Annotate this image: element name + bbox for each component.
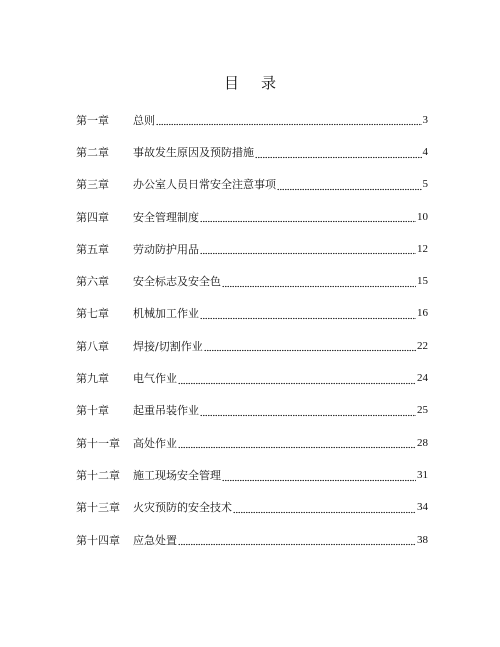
toc-page-number: 12: [417, 242, 428, 255]
toc-leader-dots: [255, 151, 422, 159]
toc-entry[interactable]: [76, 201, 428, 233]
toc-leader-dots: [200, 247, 416, 255]
toc-chapter-heading: 办公室人员日常安全注意事项: [133, 178, 276, 192]
toc-leader-dots: [200, 215, 416, 223]
toc-leader-dots: [233, 506, 416, 514]
toc-chapter-number: 第二章: [76, 145, 109, 159]
toc-chapter-number: 第三章: [76, 178, 109, 192]
toc-title-left: 目: [223, 74, 239, 92]
toc-entry[interactable]: [76, 427, 428, 459]
toc-leader-dots: [200, 312, 416, 320]
toc-title: [0, 72, 500, 93]
toc-chapter-number: 第八章: [76, 339, 109, 353]
toc-leader-dots: [178, 538, 416, 546]
toc-leader-dots: [178, 377, 416, 385]
toc-entry[interactable]: [76, 524, 428, 556]
toc-leader-dots: [222, 280, 416, 288]
toc-page-number: 4: [422, 145, 428, 158]
toc-entry[interactable]: [76, 265, 428, 297]
toc-chapter-heading: 总则: [133, 113, 155, 127]
toc-chapter-heading: 安全管理制度: [133, 210, 199, 224]
toc-leader-dots: [277, 183, 422, 191]
toc-page-number: 38: [417, 533, 428, 546]
toc-page-number: 3: [422, 113, 428, 126]
toc-chapter-heading: 安全标志及安全色: [133, 275, 221, 289]
toc-chapter-heading: 施工现场安全管理: [133, 468, 221, 482]
toc-chapter-heading: 机械加工作业: [133, 307, 199, 321]
toc-leader-dots: [178, 441, 416, 449]
toc-leader-dots: [204, 344, 416, 352]
toc-chapter-heading: 火灾预防的安全技术: [133, 501, 232, 515]
toc-chapter-number: 第十二章: [76, 468, 120, 482]
toc-page-number: 28: [417, 436, 428, 449]
toc-chapter-number: 第六章: [76, 275, 109, 289]
toc-leader-dots: [222, 474, 416, 482]
toc-entry[interactable]: [76, 362, 428, 394]
toc-entry[interactable]: [76, 459, 428, 491]
toc-chapter-number: 第九章: [76, 372, 109, 386]
toc-chapter-heading: 焊接/切割作业: [133, 339, 203, 353]
toc-chapter-number: 第一章: [76, 113, 109, 127]
toc-chapter-number: 第十章: [76, 404, 109, 418]
toc-page-number: 24: [417, 372, 428, 385]
toc-entry[interactable]: [76, 492, 428, 524]
toc-chapter-number: 第七章: [76, 307, 109, 321]
toc-chapter-number: 第十三章: [76, 501, 120, 515]
toc-entry[interactable]: [76, 330, 428, 362]
toc-entry[interactable]: [76, 233, 428, 265]
toc-leader-dots: [200, 409, 416, 417]
toc-chapter-heading: 起重吊装作业: [133, 404, 199, 418]
toc-page-number: 16: [417, 307, 428, 320]
toc-chapter-number: 第五章: [76, 242, 109, 256]
toc-entry[interactable]: [76, 298, 428, 330]
toc-chapter-heading: 电气作业: [133, 372, 177, 386]
toc-chapter-heading: 劳动防护用品: [133, 242, 199, 256]
toc-entry[interactable]: [76, 136, 428, 168]
toc-entry[interactable]: [76, 104, 428, 136]
toc-entry[interactable]: [76, 395, 428, 427]
toc-leader-dots: [156, 118, 422, 126]
toc-chapter-heading: 应急处置: [133, 533, 177, 547]
toc-page-number: 31: [417, 468, 428, 481]
toc-chapter-number: 第十一章: [76, 436, 120, 450]
toc-list: [76, 104, 428, 556]
toc-title-right: 录: [261, 74, 277, 92]
toc-chapter-number: 第四章: [76, 210, 109, 224]
toc-page-number: 25: [417, 404, 428, 417]
toc-page-number: 10: [417, 210, 428, 223]
toc-page-number: 22: [417, 339, 428, 352]
toc-chapter-heading: 事故发生原因及预防措施: [133, 145, 254, 159]
toc-page-number: 34: [417, 501, 428, 514]
toc-chapter-heading: 高处作业: [133, 436, 177, 450]
toc-page-number: 5: [422, 178, 428, 191]
toc-entry[interactable]: [76, 169, 428, 201]
toc-chapter-number: 第十四章: [76, 533, 120, 547]
toc-page-number: 15: [417, 275, 428, 288]
